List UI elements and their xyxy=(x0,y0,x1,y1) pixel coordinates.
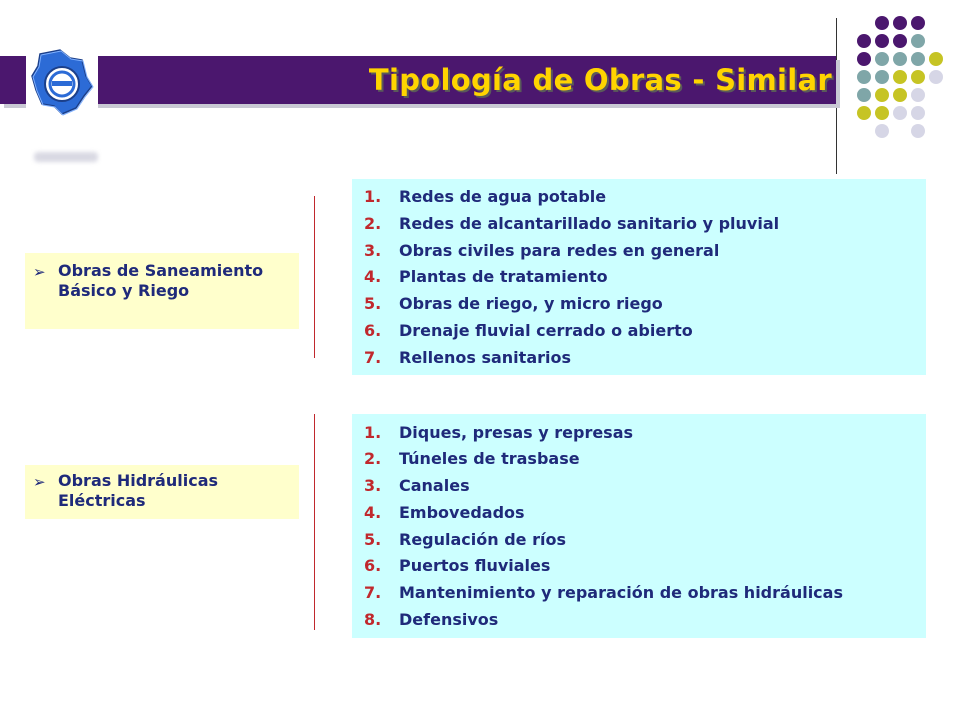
decorative-dot xyxy=(911,16,925,30)
decorative-dot xyxy=(875,52,889,66)
connector-line xyxy=(314,196,315,358)
decorative-dot xyxy=(893,70,907,84)
decorative-dot xyxy=(893,34,907,48)
arrow-bullet-icon: ➢ xyxy=(33,473,46,491)
decorative-dot xyxy=(857,70,871,84)
decorative-dot xyxy=(875,16,889,30)
decorative-dot xyxy=(857,52,871,66)
decorative-dot xyxy=(893,52,907,66)
category-label: Obras de Saneamiento Básico y Riego xyxy=(58,261,264,300)
category-label: Obras Hidráulicas Eléctricas xyxy=(58,471,219,510)
decorative-dot xyxy=(929,70,943,84)
decorative-dot xyxy=(911,106,925,120)
decorative-dot xyxy=(875,88,889,102)
work-type-list: 1. Diques, presas y represas 2. Túneles de trasbase 3. Canales 4. Embovedados 5. Regulación de ríos 6. Puertos fluviales 7. Mantenimiento y reparación de obras hidráulicas 8. Defensivos xyxy=(352,414,926,638)
decorative-dot xyxy=(875,106,889,120)
decorative-dot xyxy=(875,70,889,84)
decorative-dot xyxy=(911,70,925,84)
bolivia-map-logo-icon xyxy=(26,46,98,118)
blurred-mark xyxy=(34,152,98,162)
category-box xyxy=(25,253,299,329)
decorative-dot xyxy=(911,34,925,48)
page-title: Tipología de Obras - Similar xyxy=(368,63,832,97)
logo xyxy=(26,46,98,118)
decorative-dot xyxy=(857,106,871,120)
decorative-dot xyxy=(893,88,907,102)
decorative-dot xyxy=(893,16,907,30)
decorative-dot xyxy=(875,34,889,48)
decorative-dot xyxy=(929,52,943,66)
decorative-dot xyxy=(893,106,907,120)
decorative-dot xyxy=(857,88,871,102)
decorative-dot xyxy=(911,88,925,102)
work-type-list: 1. Redes de agua potable 2. Redes de alcantarillado sanitario y pluvial 3. Obras civiles para redes en general 4. Plantas de tratamiento 5. Obras de riego, y micro riego 6. Drenaje fluvial cerrado o abierto 7. Rellenos sanitarios xyxy=(352,179,926,375)
decorative-dot xyxy=(911,52,925,66)
decorative-dot xyxy=(911,124,925,138)
decorative-dot xyxy=(875,124,889,138)
category-box xyxy=(25,465,299,519)
decorative-dot xyxy=(857,34,871,48)
connector-line xyxy=(314,414,315,630)
arrow-bullet-icon: ➢ xyxy=(33,263,46,281)
